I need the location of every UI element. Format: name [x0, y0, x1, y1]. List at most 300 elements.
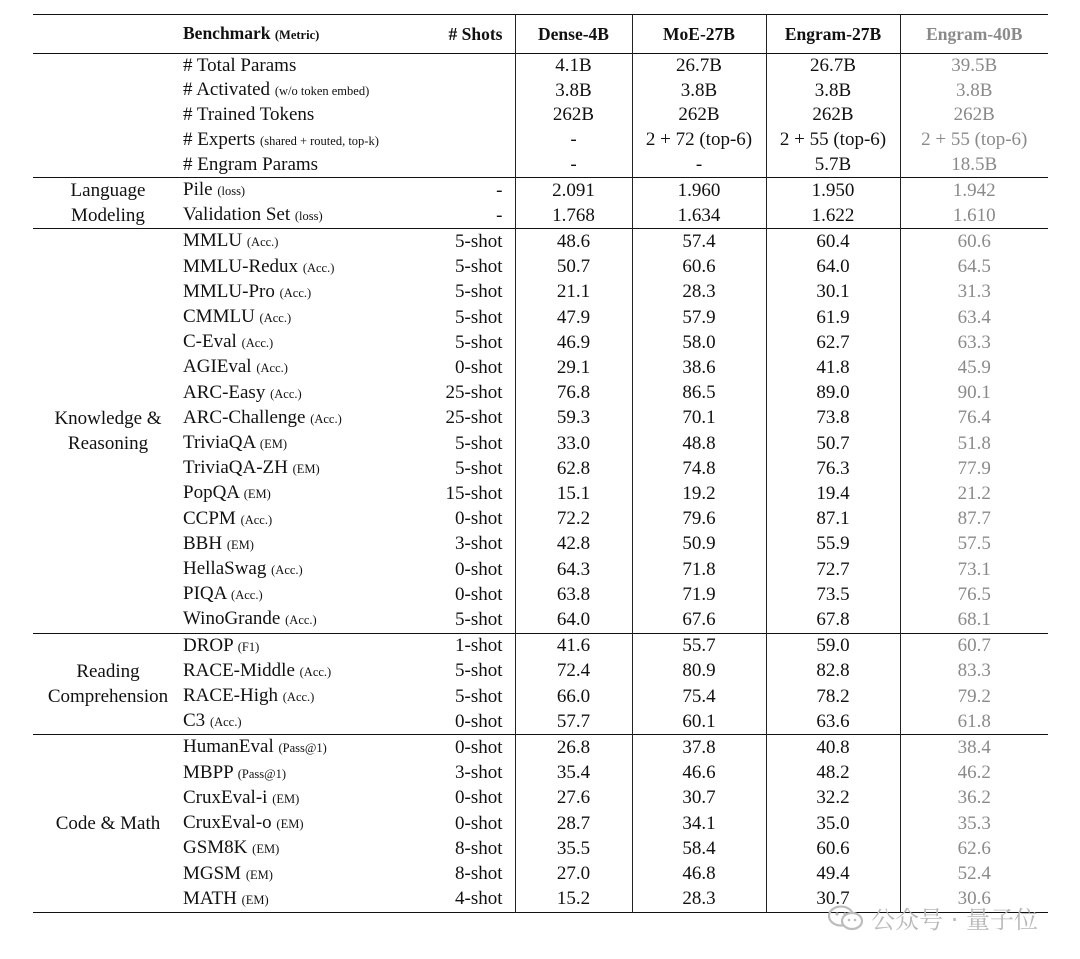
value-engram-40b: 21.2 — [900, 481, 1048, 506]
value-moe-27b: 37.8 — [632, 735, 766, 761]
value-dense-4b: 47.9 — [515, 305, 632, 330]
table-row-benchmark — [183, 203, 415, 229]
benchmark-metric: (Acc.) — [271, 563, 303, 578]
value-moe-27b: 2 + 72 (top-6) — [632, 128, 766, 153]
benchmark-name: # Activated — [183, 79, 271, 101]
shots-cell: 25-shot — [445, 382, 503, 404]
value-moe-27b: 26.7B — [632, 54, 766, 79]
value-moe-27b: - — [632, 153, 766, 178]
group-language-modeling — [33, 178, 1048, 229]
table-row-benchmark — [183, 862, 415, 887]
value-moe-27b: 38.6 — [632, 355, 766, 380]
value-engram-40b: 90.1 — [900, 381, 1048, 406]
group-reading-comprehension — [33, 633, 1048, 735]
value-moe-27b: 60.1 — [632, 709, 766, 735]
table-row — [33, 836, 1048, 861]
table-row — [33, 178, 1048, 204]
value-moe-27b: 80.9 — [632, 659, 766, 684]
value-dense-4b: 2.091 — [515, 178, 632, 204]
value-engram-27b: 73.5 — [766, 582, 900, 607]
benchmark-metric: (loss) — [217, 184, 246, 199]
value-dense-4b: 35.5 — [515, 836, 632, 861]
benchmark-name: RACE-High — [183, 685, 278, 707]
table-row-benchmark — [183, 532, 415, 557]
value-engram-27b: 82.8 — [766, 659, 900, 684]
config-section — [33, 54, 1048, 178]
header-model-engram-40b: Engram-40B — [900, 15, 1048, 54]
table-row — [33, 709, 1048, 735]
benchmark-metric: (EM) — [272, 791, 300, 806]
table-row — [33, 633, 1048, 659]
benchmark-name: ARC-Challenge — [183, 406, 306, 428]
value-moe-27b: 79.6 — [632, 507, 766, 532]
value-dense-4b: 27.6 — [515, 786, 632, 811]
category-label — [33, 735, 183, 912]
benchmark-name: DROP — [183, 634, 233, 656]
value-dense-4b: 28.7 — [515, 811, 632, 836]
benchmark-metric: (Acc.) — [285, 613, 317, 628]
value-moe-27b: 86.5 — [632, 381, 766, 406]
shots-cell: 5-shot — [455, 685, 503, 707]
group-knowledge-reasoning — [33, 229, 1048, 633]
value-engram-27b: 40.8 — [766, 735, 900, 761]
value-dense-4b: 27.0 — [515, 862, 632, 887]
value-dense-4b: 57.7 — [515, 709, 632, 735]
table-row — [33, 330, 1048, 355]
value-engram-40b: 3.8B — [900, 78, 1048, 103]
benchmark-name: CCPM — [183, 507, 236, 529]
value-dense-4b: 42.8 — [515, 532, 632, 557]
category-cell — [33, 128, 183, 153]
value-engram-27b: 2 + 55 (top-6) — [766, 128, 900, 153]
value-engram-27b: 78.2 — [766, 684, 900, 709]
benchmark-metric: (Acc.) — [240, 512, 273, 527]
shots-cell: 5-shot — [455, 432, 503, 454]
table-row — [33, 862, 1048, 887]
shots-cell: 5-shot — [455, 306, 503, 328]
value-moe-27b: 19.2 — [632, 481, 766, 506]
value-dense-4b: 64.0 — [515, 607, 632, 633]
value-moe-27b: 60.6 — [632, 255, 766, 280]
value-engram-27b: 62.7 — [766, 330, 900, 355]
table-row — [33, 811, 1048, 836]
table-row — [33, 786, 1048, 811]
value-engram-40b: 1.942 — [900, 178, 1048, 204]
value-engram-27b: 32.2 — [766, 786, 900, 811]
value-dense-4b: 48.6 — [515, 229, 632, 255]
shots-cell — [415, 128, 515, 153]
header-benchmark-label: Benchmark — [183, 23, 271, 43]
value-engram-40b: 79.2 — [900, 684, 1048, 709]
category-label — [33, 229, 183, 633]
value-moe-27b: 58.0 — [632, 330, 766, 355]
config-row — [33, 78, 1048, 103]
table-row — [33, 280, 1048, 305]
value-engram-27b: 60.4 — [766, 229, 900, 255]
value-engram-40b: 76.5 — [900, 582, 1048, 607]
table-row — [33, 557, 1048, 582]
benchmark-name: ARC-Easy — [183, 381, 266, 403]
category-cell — [33, 54, 183, 79]
config-row — [33, 128, 1048, 153]
value-dense-4b: 63.8 — [515, 582, 632, 607]
benchmark-metric: (Acc.) — [299, 664, 332, 679]
benchmark-name: Validation Set — [183, 204, 291, 226]
value-engram-40b: 57.5 — [900, 532, 1048, 557]
value-dense-4b: 15.2 — [515, 887, 632, 913]
shots-cell: 1-shot — [455, 635, 503, 657]
shots-cell: 0-shot — [455, 356, 503, 378]
value-dense-4b: 29.1 — [515, 355, 632, 380]
value-moe-27b: 28.3 — [632, 280, 766, 305]
value-engram-40b: 31.3 — [900, 280, 1048, 305]
value-engram-27b: 73.8 — [766, 406, 900, 431]
shots-cell: 0-shot — [455, 787, 503, 809]
value-engram-27b: 30.7 — [766, 887, 900, 913]
category-cell — [33, 78, 183, 103]
config-row-benchmark — [183, 54, 415, 79]
shots-cell: 0-shot — [455, 583, 503, 605]
category-label — [33, 178, 183, 229]
shots-cell: 5-shot — [455, 256, 503, 278]
table-row-benchmark — [183, 659, 415, 684]
value-moe-27b: 28.3 — [632, 887, 766, 913]
value-engram-40b: 45.9 — [900, 355, 1048, 380]
config-row — [33, 54, 1048, 79]
value-engram-27b: 1.622 — [766, 203, 900, 229]
value-moe-27b: 71.8 — [632, 557, 766, 582]
benchmark-metric: (Acc.) — [282, 690, 315, 705]
benchmark-metric: (Acc.) — [259, 311, 292, 326]
value-engram-27b: 64.0 — [766, 255, 900, 280]
table-row-benchmark — [183, 761, 415, 786]
value-dense-4b: 3.8B — [515, 78, 632, 103]
table-row-benchmark — [183, 355, 415, 380]
header-category — [33, 15, 183, 54]
table-row — [33, 659, 1048, 684]
group-code-math — [33, 735, 1048, 912]
value-engram-27b: 55.9 — [766, 532, 900, 557]
benchmark-metric: (EM) — [245, 867, 273, 882]
benchmark-name: MBPP — [183, 761, 233, 783]
category-text: Language Modeling — [70, 180, 146, 227]
shots-cell: 8-shot — [455, 863, 503, 884]
value-engram-40b: 38.4 — [900, 735, 1048, 761]
benchmark-name: # Engram Params — [183, 153, 319, 175]
value-moe-27b: 34.1 — [632, 811, 766, 836]
benchmark-metric: (Acc.) — [279, 285, 312, 300]
value-engram-27b: 87.1 — [766, 507, 900, 532]
table-header — [33, 15, 1048, 54]
value-dense-4b: 59.3 — [515, 406, 632, 431]
value-moe-27b: 57.4 — [632, 229, 766, 255]
value-engram-40b: 1.610 — [900, 203, 1048, 229]
benchmark-name: TriviaQA-ZH — [183, 457, 288, 479]
benchmark-name: RACE-Middle — [183, 659, 295, 681]
watermark — [827, 900, 1038, 935]
benchmark-name: MATH — [183, 887, 237, 909]
benchmark-name: CruxEval-i — [183, 786, 268, 808]
value-engram-40b: 51.8 — [900, 431, 1048, 456]
shots-cell: 0-shot — [455, 558, 503, 580]
table-row — [33, 203, 1048, 229]
table-row-benchmark — [183, 557, 415, 582]
value-engram-40b: 64.5 — [900, 255, 1048, 280]
table-row — [33, 381, 1048, 406]
value-engram-40b: 30.6 — [900, 887, 1048, 913]
value-engram-27b: 72.7 — [766, 557, 900, 582]
shots-cell: 3-shot — [455, 762, 503, 784]
table-row-benchmark — [183, 305, 415, 330]
benchmark-metric: (Acc.) — [246, 235, 279, 250]
category-text: Knowledge & Reasoning — [54, 408, 162, 455]
value-engram-27b: 59.0 — [766, 633, 900, 659]
value-engram-27b: 76.3 — [766, 456, 900, 481]
value-moe-27b: 50.9 — [632, 532, 766, 557]
benchmark-metric: (Acc.) — [302, 260, 335, 275]
value-moe-27b: 57.9 — [632, 305, 766, 330]
value-dense-4b: 72.2 — [515, 507, 632, 532]
benchmark-name: BBH — [183, 532, 223, 554]
benchmark-name: CMMLU — [183, 306, 255, 328]
watermark-text: 公众号 · 量子位 — [871, 906, 1038, 934]
category-text: Reading Comprehension — [47, 661, 169, 708]
benchmark-metric: (w/o token embed) — [274, 84, 370, 99]
benchmark-metric: (EM) — [252, 842, 280, 857]
value-engram-40b: 76.4 — [900, 406, 1048, 431]
table-row-benchmark — [183, 507, 415, 532]
benchmark-metric: (EM) — [276, 817, 304, 832]
benchmark-metric: (F1) — [237, 639, 260, 654]
value-engram-40b: 77.9 — [900, 456, 1048, 481]
shots-cell: 0-shot — [455, 736, 503, 758]
value-dense-4b: 26.8 — [515, 735, 632, 761]
benchmark-name: Pile — [183, 179, 213, 201]
category-cell — [33, 103, 183, 127]
table-row — [33, 684, 1048, 709]
table-row — [33, 532, 1048, 557]
table-row-benchmark — [183, 735, 415, 761]
benchmark-name: # Total Params — [183, 55, 297, 76]
value-dense-4b: 1.768 — [515, 203, 632, 229]
value-moe-27b: 70.1 — [632, 406, 766, 431]
value-dense-4b: - — [515, 128, 632, 153]
value-engram-40b: 62.6 — [900, 836, 1048, 861]
table-row-benchmark — [183, 431, 415, 456]
header-benchmark — [183, 15, 415, 54]
value-engram-40b: 46.2 — [900, 761, 1048, 786]
value-dense-4b: 72.4 — [515, 659, 632, 684]
config-row-benchmark — [183, 128, 415, 153]
shots-cell: 5-shot — [455, 230, 503, 252]
value-dense-4b: 50.7 — [515, 255, 632, 280]
value-moe-27b: 262B — [632, 103, 766, 127]
table-row-benchmark — [183, 255, 415, 280]
value-engram-40b: 60.7 — [900, 633, 1048, 659]
value-engram-27b: 63.6 — [766, 709, 900, 735]
value-dense-4b: 46.9 — [515, 330, 632, 355]
shots-cell: 25-shot — [445, 407, 503, 429]
value-engram-27b: 60.6 — [766, 836, 900, 861]
value-dense-4b: 15.1 — [515, 481, 632, 506]
benchmark-metric: (Acc.) — [310, 411, 342, 426]
value-engram-40b: 36.2 — [900, 786, 1048, 811]
table-row-benchmark — [183, 811, 415, 836]
value-engram-27b: 19.4 — [766, 481, 900, 506]
benchmark-name: MGSM — [183, 862, 242, 884]
value-dense-4b: 41.6 — [515, 633, 632, 659]
shots-cell — [415, 54, 515, 79]
value-engram-40b: 52.4 — [900, 862, 1048, 887]
config-row — [33, 153, 1048, 178]
table-row — [33, 735, 1048, 761]
value-engram-27b: 30.1 — [766, 280, 900, 305]
value-engram-40b: 63.4 — [900, 305, 1048, 330]
value-engram-27b: 26.7B — [766, 54, 900, 79]
value-engram-40b: 2 + 55 (top-6) — [900, 128, 1048, 153]
value-engram-27b: 35.0 — [766, 811, 900, 836]
benchmark-metric: (EM) — [241, 892, 269, 907]
benchmark-name: WinoGrande — [183, 608, 281, 630]
value-engram-27b: 67.8 — [766, 607, 900, 633]
benchmark-name: PopQA — [183, 482, 239, 504]
value-engram-27b: 50.7 — [766, 431, 900, 456]
value-moe-27b: 67.6 — [632, 607, 766, 633]
value-moe-27b: 1.634 — [632, 203, 766, 229]
benchmark-metric: (loss) — [294, 209, 323, 224]
value-moe-27b: 1.960 — [632, 178, 766, 204]
value-engram-27b: 3.8B — [766, 78, 900, 103]
config-row-benchmark — [183, 78, 415, 103]
config-row-benchmark — [183, 153, 415, 178]
table-row-benchmark — [183, 178, 415, 204]
header-model-moe-27b: MoE-27B — [632, 15, 766, 54]
table-row-benchmark — [183, 406, 415, 431]
value-engram-27b: 5.7B — [766, 153, 900, 178]
value-engram-40b: 63.3 — [900, 330, 1048, 355]
config-row-benchmark — [183, 103, 415, 127]
category-cell — [33, 153, 183, 178]
value-engram-40b: 262B — [900, 103, 1048, 127]
table-row-benchmark — [183, 786, 415, 811]
table-row-benchmark — [183, 330, 415, 355]
shots-cell: 0-shot — [455, 710, 503, 732]
shots-cell — [415, 78, 515, 103]
value-engram-40b: 68.1 — [900, 607, 1048, 633]
table-row-benchmark — [183, 709, 415, 735]
shots-cell: 15-shot — [445, 482, 503, 504]
table-row-benchmark — [183, 381, 415, 406]
benchmark-metric: (Acc.) — [256, 361, 288, 376]
benchmark-metric: (Pass@1) — [237, 766, 287, 781]
value-engram-27b: 1.950 — [766, 178, 900, 204]
table-row — [33, 507, 1048, 532]
table-row-benchmark — [183, 456, 415, 481]
value-moe-27b: 58.4 — [632, 836, 766, 861]
value-dense-4b: 35.4 — [515, 761, 632, 786]
table-row-benchmark — [183, 607, 415, 633]
value-dense-4b: 62.8 — [515, 456, 632, 481]
header-metric-label: (Metric) — [274, 28, 320, 42]
value-engram-27b: 48.2 — [766, 761, 900, 786]
value-engram-40b: 61.8 — [900, 709, 1048, 735]
benchmark-name: MMLU-Pro — [183, 280, 275, 302]
value-moe-27b: 46.6 — [632, 761, 766, 786]
value-moe-27b: 75.4 — [632, 684, 766, 709]
benchmark-name: HumanEval — [183, 736, 274, 758]
shots-cell: 4-shot — [455, 888, 503, 910]
table-row — [33, 355, 1048, 380]
value-dense-4b: 33.0 — [515, 431, 632, 456]
shots-cell: 3-shot — [455, 533, 503, 555]
table-row-benchmark — [183, 481, 415, 506]
value-moe-27b: 55.7 — [632, 633, 766, 659]
table-row-benchmark — [183, 280, 415, 305]
benchmark-metric: (EM) — [259, 437, 287, 452]
benchmark-name: HellaSwag — [183, 558, 267, 580]
table-row — [33, 761, 1048, 786]
value-dense-4b: - — [515, 153, 632, 178]
table-row — [33, 456, 1048, 481]
benchmark-name: PIQA — [183, 583, 227, 605]
value-engram-27b: 89.0 — [766, 381, 900, 406]
shots-cell: 5-shot — [455, 281, 503, 303]
shots-cell — [415, 153, 515, 178]
shots-cell: 0-shot — [455, 812, 503, 834]
table-row-benchmark — [183, 836, 415, 861]
shots-cell: 8-shot — [455, 837, 503, 859]
table-row — [33, 582, 1048, 607]
benchmark-metric: (shared + routed, top-k) — [260, 133, 379, 148]
table-row — [33, 406, 1048, 431]
value-dense-4b: 76.8 — [515, 381, 632, 406]
benchmark-name: AGIEval — [183, 356, 252, 378]
benchmark-name: C3 — [183, 710, 206, 732]
shots-cell — [415, 103, 515, 127]
benchmark-name: MMLU — [183, 230, 243, 252]
value-engram-40b: 83.3 — [900, 659, 1048, 684]
shots-cell: 5-shot — [455, 660, 503, 682]
config-row — [33, 103, 1048, 127]
benchmark-name: TriviaQA — [183, 432, 256, 454]
value-dense-4b: 262B — [515, 103, 632, 127]
benchmark-name: CruxEval-o — [183, 812, 272, 834]
value-dense-4b: 4.1B — [515, 54, 632, 79]
header-model-engram-27b: Engram-27B — [766, 15, 900, 54]
shots-cell: - — [496, 179, 503, 201]
table-row-benchmark — [183, 582, 415, 607]
table-row-benchmark — [183, 684, 415, 709]
benchmark-name: # Experts — [183, 128, 256, 150]
benchmark-name: # Trained Tokens — [183, 104, 315, 126]
table-row — [33, 607, 1048, 633]
value-moe-27b: 48.8 — [632, 431, 766, 456]
shots-cell: 0-shot — [455, 508, 503, 530]
value-dense-4b: 64.3 — [515, 557, 632, 582]
header-shots: # Shots — [448, 24, 503, 44]
benchmark-name: GSM8K — [183, 837, 248, 859]
table-row — [33, 481, 1048, 506]
benchmark-metric: (Acc.) — [231, 588, 263, 603]
table-row-benchmark — [183, 229, 415, 255]
shots-cell: 5-shot — [455, 331, 503, 353]
value-moe-27b: 30.7 — [632, 786, 766, 811]
header-model-dense-4b: Dense-4B — [515, 15, 632, 54]
shots-cell: 5-shot — [455, 457, 503, 479]
benchmark-metric: (Acc.) — [209, 715, 242, 730]
value-engram-40b: 73.1 — [900, 557, 1048, 582]
table-row-benchmark — [183, 887, 415, 913]
